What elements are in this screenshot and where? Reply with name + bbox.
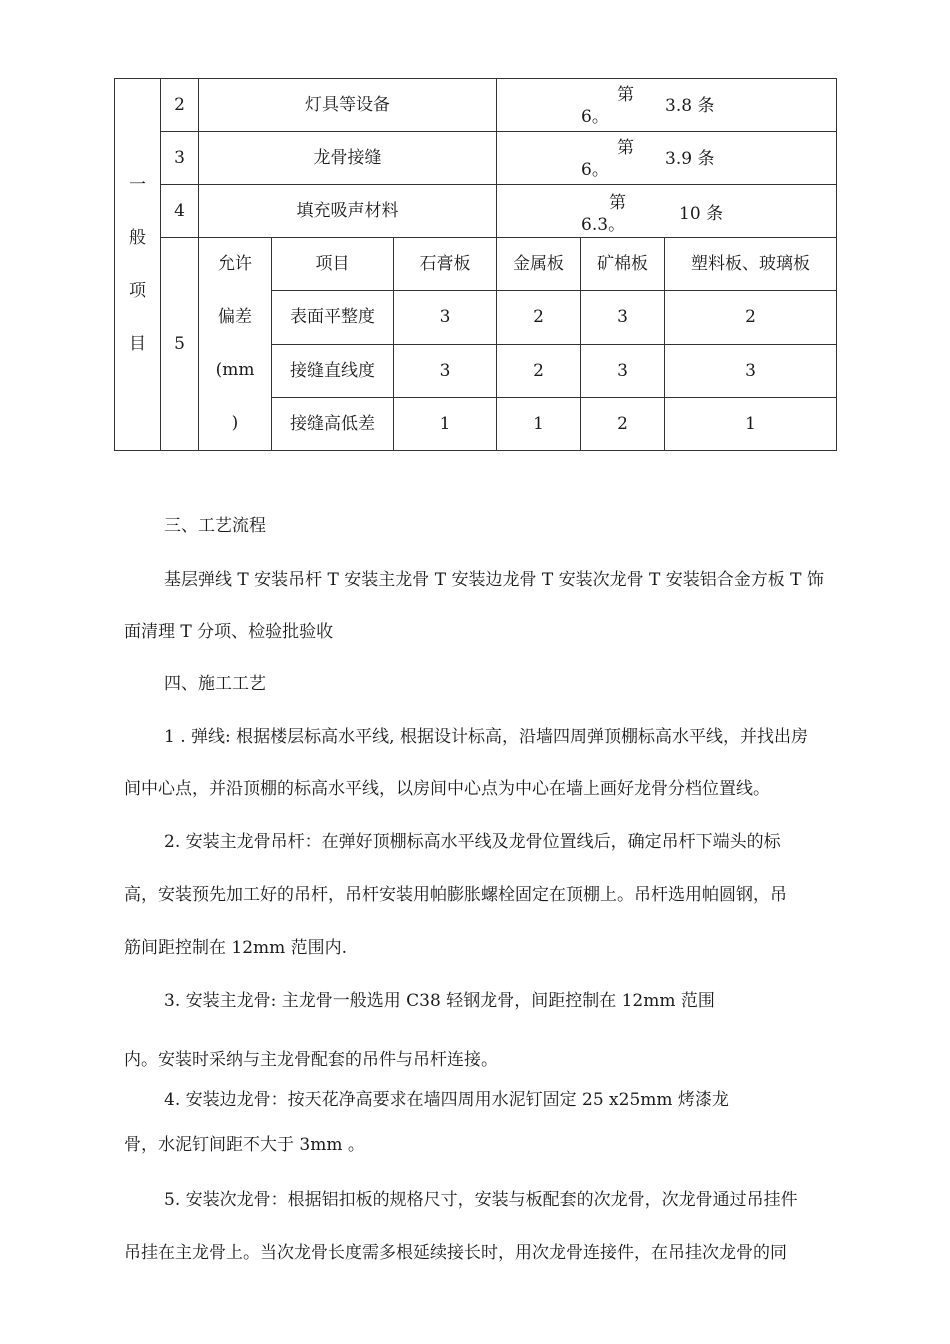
tolerance-value: 3 xyxy=(581,344,665,397)
ref-number: 10 条 xyxy=(679,204,724,224)
category-char: 一 xyxy=(129,174,146,195)
clause-reference xyxy=(497,79,837,132)
tolerance-label-line: 偏差 xyxy=(218,307,252,327)
tolerance-value: 1 xyxy=(394,397,497,450)
tolerance-value: 2 xyxy=(497,344,581,397)
table-row xyxy=(115,132,837,185)
category-char: 目 xyxy=(129,333,146,354)
item-name: 填充吸声材料 xyxy=(199,185,497,238)
tolerance-value: 1 xyxy=(665,397,837,450)
ref-di: 第 xyxy=(617,138,635,158)
paragraph-line: 内。安装时采纳与主龙骨配套的吊件与吊杆连接。 xyxy=(124,1050,498,1070)
row-number: 3 xyxy=(161,132,199,185)
ref-number: 3.9 条 xyxy=(665,149,715,169)
tolerance-label xyxy=(199,238,272,451)
paragraph-line: 1 . 弹线: 根据楼层标高水平线, 根据设计标高，沿墙四周弹顶棚标高水平线，并找出房 xyxy=(164,727,808,747)
tolerance-value: 2 xyxy=(581,397,665,450)
column-header: 塑料板、玻璃板 xyxy=(665,238,837,291)
paragraph-line: 5. 安装次龙骨：根据铝扣板的规格尺寸，安装与板配套的次龙骨，次龙骨通过吊挂件 xyxy=(164,1190,798,1210)
paragraph-line: 3. 安装主龙骨: 主龙骨一般选用 C38 轻钢龙骨，间距控制在 12mm 范围 xyxy=(164,991,715,1011)
tolerance-item: 接缝直线度 xyxy=(272,344,394,397)
table-row xyxy=(115,79,837,132)
item-name: 灯具等设备 xyxy=(199,79,497,132)
ref-di: 第 xyxy=(609,193,627,213)
column-header: 石膏板 xyxy=(394,238,497,291)
column-header: 金属板 xyxy=(497,238,581,291)
ref-di: 第 xyxy=(617,85,635,105)
tolerance-value: 2 xyxy=(665,291,837,344)
category-char: 般 xyxy=(129,227,146,248)
tolerance-item: 表面平整度 xyxy=(272,291,394,344)
row-number: 2 xyxy=(161,79,199,132)
tolerance-value: 3 xyxy=(665,344,837,397)
table-row xyxy=(115,238,837,291)
paragraph-line: 面清理 T 分项、检验批验收 xyxy=(124,622,334,642)
paragraph-line: 间中心点，并沿顶棚的标高水平线，以房间中心点为中心在墙上画好龙骨分档位置线。 xyxy=(124,779,770,799)
paragraph-line: 骨，水泥钉间距不大于 3mm 。 xyxy=(124,1135,365,1155)
section-heading-3: 三、工艺流程 xyxy=(164,516,266,536)
ref-section: 6。 xyxy=(581,160,609,180)
paragraph-line: 基层弹线 T 安装吊杆 T 安装主龙骨 T 安装边龙骨 T 安装次龙骨 T 安装铝合金方板 T 饰 xyxy=(164,570,824,590)
tolerance-label-line: ) xyxy=(231,413,239,433)
row-number: 5 xyxy=(161,238,199,451)
paragraph-line: 吊挂在主龙骨上。当次龙骨长度需多根延续接长时，用次龙骨连接件，在吊挂次龙骨的同 xyxy=(124,1243,787,1263)
tolerance-item: 接缝高低差 xyxy=(272,397,394,450)
paragraph-line: 4. 安装边龙骨：按天花净高要求在墙四周用水泥钉固定 25 x25mm 烤漆龙 xyxy=(164,1090,729,1110)
ref-section: 6。 xyxy=(581,107,609,127)
section-heading-4: 四、施工工艺 xyxy=(164,674,266,694)
item-name: 龙骨接缝 xyxy=(199,132,497,185)
row-number: 4 xyxy=(161,185,199,238)
tolerance-value: 3 xyxy=(394,291,497,344)
paragraph-line: 高，安装预先加工好的吊杆，吊杆安装用帕膨胀螺栓固定在顶棚上。吊杆选用帕圆钢，吊 xyxy=(124,885,787,905)
tolerance-value: 1 xyxy=(497,397,581,450)
column-header: 项目 xyxy=(272,238,394,291)
column-header: 矿棉板 xyxy=(581,238,665,291)
category-cell xyxy=(115,79,161,451)
tolerance-value: 3 xyxy=(394,344,497,397)
tolerance-label-line: 允许 xyxy=(218,254,252,274)
ref-number: 3.8 条 xyxy=(665,96,715,116)
table-row xyxy=(115,185,837,238)
clause-reference xyxy=(497,132,837,185)
category-char: 项 xyxy=(129,280,146,301)
tolerance-value: 3 xyxy=(581,291,665,344)
ref-section: 6.3。 xyxy=(581,215,626,235)
clause-reference xyxy=(497,185,837,238)
inspection-table xyxy=(114,78,837,451)
paragraph-line: 筋间距控制在 12mm 范围内. xyxy=(124,938,348,958)
tolerance-label-line: (mm xyxy=(215,360,255,380)
tolerance-value: 2 xyxy=(497,291,581,344)
paragraph-line: 2. 安装主龙骨吊杆：在弹好顶棚标高水平线及龙骨位置线后，确定吊杆下端头的标 xyxy=(164,832,781,852)
